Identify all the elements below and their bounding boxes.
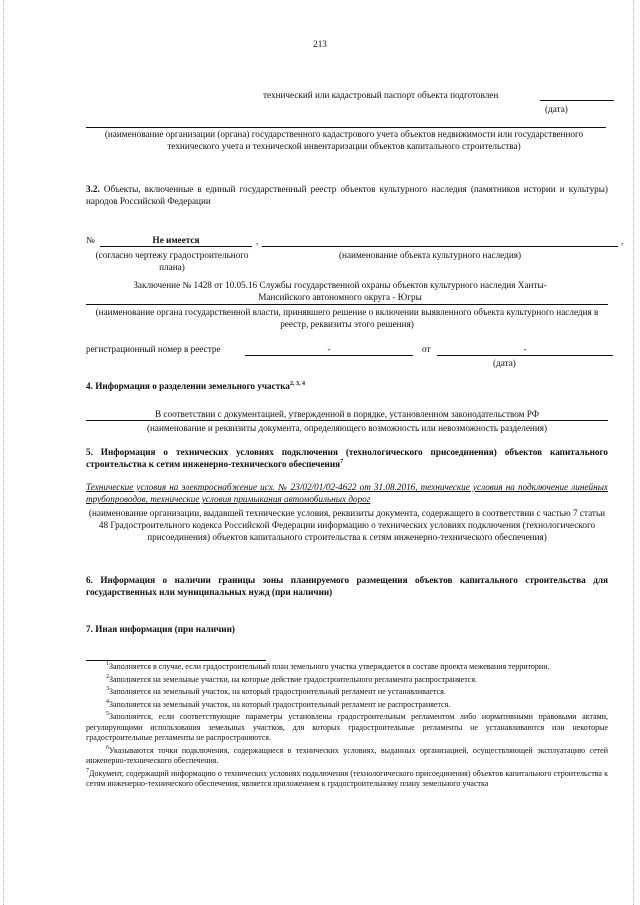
footnote-number: 4	[106, 698, 109, 705]
section-5-caption: (наименование организации, выдавшей технические условия, реквизиты документа, содержащего в соответствии с частью 7 статьи 48 Градостроительного кодекса Российской Федерации информацию о технических условиях подключения (технологического присоединения) объектов капитального строительства к сетям инженерно-технического обеспечения)	[88, 508, 606, 542]
scan-edge-left	[3, 0, 4, 905]
registry-from-label: от	[422, 344, 431, 354]
passport-date-line	[540, 100, 614, 101]
footnote-item	[86, 746, 608, 767]
registry-number-label: регистрационный номер в реестре	[86, 344, 221, 354]
conclusion-text: Заключение № 1428 от 10.05.16 Службы государственной охраны объектов культурного наследия Ханты-Мансийского автономного округа - Югры	[133, 280, 547, 302]
section-6-heading: 6. Информация о наличии границы зоны планируемого размещения объектов капитального строительства для государственных или муниципальных нужд (при наличии)	[86, 575, 608, 597]
footnote-text: Указываются точки подключения, содержащиеся в технических условиях, выданных организацией, осуществляющей эксплуатацию сетей инженерно-технического обеспечения.	[86, 745, 608, 765]
heritage-number-line	[100, 246, 252, 247]
footnote-text: Заполняется на земельные участки, на которые действие градостроительного регламента распространяется.	[109, 674, 478, 684]
section-4-value: В соответствии с документацией, утвержденной в порядке, установленном законодательством РФ	[154, 409, 540, 419]
heritage-name-line	[262, 246, 618, 247]
drawing-caption: (согласно чертежу градостроительного плана)	[95, 250, 249, 272]
footnote-text: Заполняется в случае, если градостроительный план земельного участка утверждается в составе проекта межевания территории.	[109, 662, 550, 671]
registry-number-line	[245, 355, 413, 356]
section-5-footnote-ref: 7	[340, 459, 344, 465]
footnote-item	[86, 700, 608, 711]
footnote-number: 1	[106, 661, 109, 667]
section-5-value: Технические условия на электроснабжение исх. № 23/02/01/02-4622 от 31.08.2016, технические условия на подключение линейных трубопроводов, технические условия примыкания автомобильных дорог	[86, 482, 608, 504]
heritage-number-label: №	[86, 235, 95, 245]
footnote-text: Заполняется, если соответствующие параметры установлены градостроительным регламентом либо нормативными правовыми актами, регулирующими использования земельных участков, для которых градостроительные регламенты не устанавливаются или некоторые градостроительные регламенты не распространяются.	[86, 712, 608, 742]
registry-date-caption: (дата)	[493, 358, 516, 368]
footnote-number: 5	[106, 711, 109, 717]
registry-date-value: -	[523, 344, 527, 354]
section-7-heading: 7. Иная информация (при наличии)	[86, 624, 235, 634]
section-3-2-number: 3.2.	[86, 184, 100, 194]
footnote-number: 7	[86, 767, 89, 774]
footnote-text: Заполняется на земельный участок, на который градостроительный регламент не распространяется.	[109, 699, 451, 709]
heritage-name-caption: (наименование объекта культурного наследия)	[338, 250, 522, 260]
heritage-number-value: Не имеется	[152, 235, 200, 245]
section-5-title: 5. Информация о технических условиях подключения (технологического присоединения) объектов капитального строительства к сетям инженерно-технического обеспечения	[86, 447, 608, 469]
footnote-item	[86, 662, 608, 673]
page-number: 213	[313, 39, 327, 49]
heritage-comma: ,	[256, 236, 259, 246]
footnote-item	[86, 675, 608, 686]
section-3-2-heading	[86, 183, 608, 207]
section-4-caption: (наименование и реквизиты документа, определяющего возможность или невозможность разделения)	[86, 420, 608, 434]
footnote-number: 2	[106, 673, 109, 680]
footnote-text: Заполняется на земельный участок, на который градостроительный регламент не устанавливается.	[109, 687, 446, 696]
passport-text: технический или кадастровый паспорт объекта подготовлен	[263, 90, 499, 100]
passport-date-caption: (дата)	[545, 104, 568, 114]
section-4-heading	[86, 380, 305, 392]
footnote-number: 3	[106, 686, 109, 692]
footnote-item	[86, 687, 608, 698]
registry-date-line	[437, 355, 613, 356]
authority-caption: (наименование органа государственной власти, принявшего решение о включении выявленного объекта культурного наследия в реестр, реквизиты этого решения)	[86, 304, 608, 330]
footnote-number: 6	[106, 744, 109, 751]
section-4-title: 4. Информация о разделении земельного участка	[86, 381, 290, 391]
footnote-list	[86, 662, 608, 790]
scan-edge-right	[633, 0, 634, 905]
org-caption: (наименование организации (органа) государственного кадастрового учета объектов недвижимости или государственного технического учета и технической инвентаризации объектов капитального строительства)	[104, 129, 584, 151]
footnote-item	[86, 769, 608, 790]
footnote-separator	[86, 660, 266, 661]
registry-number-value: -	[327, 344, 331, 354]
footnote-text: Документ, содержащий информацию о технических условиях подключения (технологического присоединения) объектов капитального строительства к сетям инженерно-технического обеспечения, является приложением к градостроительному плану земельного участка	[86, 768, 608, 788]
footnote-item	[86, 712, 608, 744]
heritage-end-comma: ,	[621, 236, 624, 246]
section-5-heading	[86, 446, 608, 470]
section-3-2-text: Объекты, включенные в единый государственный реестр объектов культурного наследия (памятников истории и культуры) народов Российской Федерации	[86, 184, 608, 206]
section-4-footnote-refs: 2, 3, 4	[290, 381, 305, 387]
